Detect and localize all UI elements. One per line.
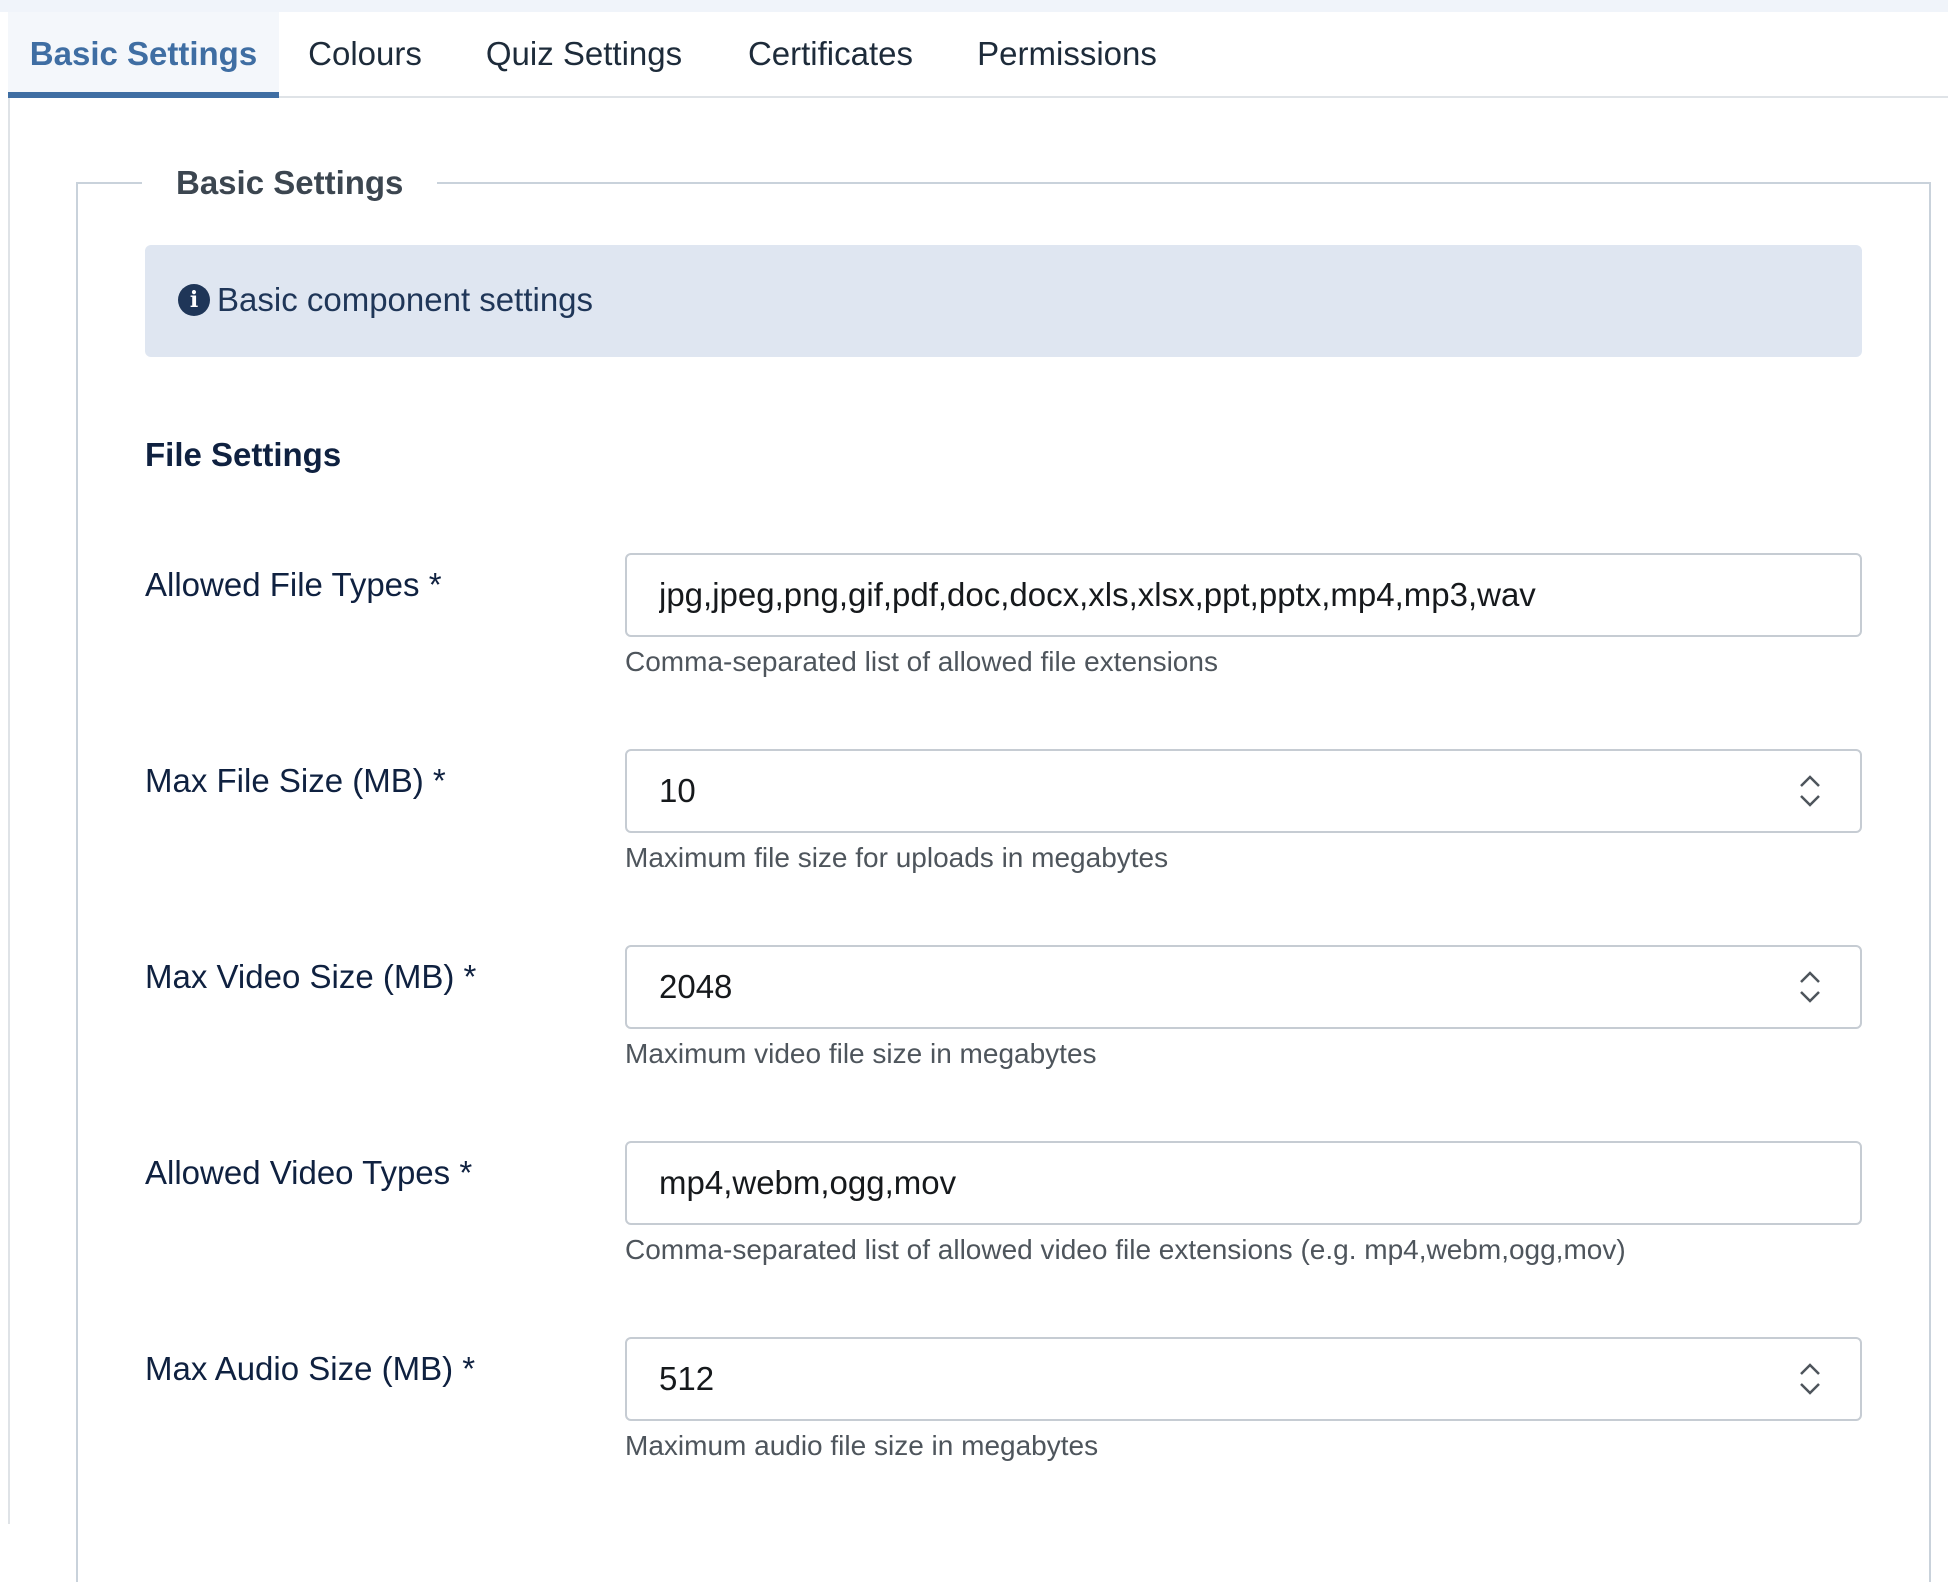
allowed-file-types-label: Allowed File Types * xyxy=(145,566,442,603)
max-audio-size-label: Max Audio Size (MB) * xyxy=(145,1350,476,1387)
max-video-size-hint: Maximum video file size in megabytes xyxy=(625,1038,1097,1069)
max-file-size-label: Max File Size (MB) * xyxy=(145,762,446,799)
allowed-video-types-hint: Comma-separated list of allowed video file extensions (e.g. mp4,webm,ogg,mov) xyxy=(625,1234,1626,1265)
tab-basic-settings[interactable]: Basic Settings xyxy=(8,12,279,98)
tab-certificates[interactable]: Certificates xyxy=(747,35,914,72)
allowed-video-types-input[interactable] xyxy=(625,1141,1862,1225)
max-video-size-spinner-icon[interactable] xyxy=(1796,965,1824,1009)
tab-bar xyxy=(8,12,1948,98)
section-title: File Settings xyxy=(145,436,342,473)
max-audio-size-input[interactable] xyxy=(625,1337,1862,1421)
tab-colours[interactable]: Colours xyxy=(308,35,422,72)
max-audio-size-spinner-icon[interactable] xyxy=(1796,1357,1824,1401)
info-alert xyxy=(145,245,1862,357)
allowed-video-types-label: Allowed Video Types * xyxy=(145,1154,473,1191)
tab-quiz-settings[interactable]: Quiz Settings xyxy=(485,35,683,72)
max-file-size-hint: Maximum file size for uploads in megabytes xyxy=(625,842,1169,873)
info-circle-icon: i xyxy=(178,284,210,316)
allowed-file-types-hint: Comma-separated list of allowed file extensions xyxy=(625,646,1218,677)
max-audio-size-hint: Maximum audio file size in megabytes xyxy=(625,1430,1099,1461)
info-alert-text: Basic component settings xyxy=(217,281,594,318)
max-file-size-input[interactable] xyxy=(625,749,1862,833)
max-file-size-spinner-icon[interactable] xyxy=(1796,769,1824,813)
max-video-size-label: Max Video Size (MB) * xyxy=(145,958,477,995)
max-video-size-input[interactable] xyxy=(625,945,1862,1029)
allowed-file-types-input[interactable] xyxy=(625,553,1862,637)
tab-permissions[interactable]: Permissions xyxy=(977,35,1157,72)
top-strip xyxy=(0,0,1948,12)
fieldset-legend: Basic Settings xyxy=(142,160,437,206)
